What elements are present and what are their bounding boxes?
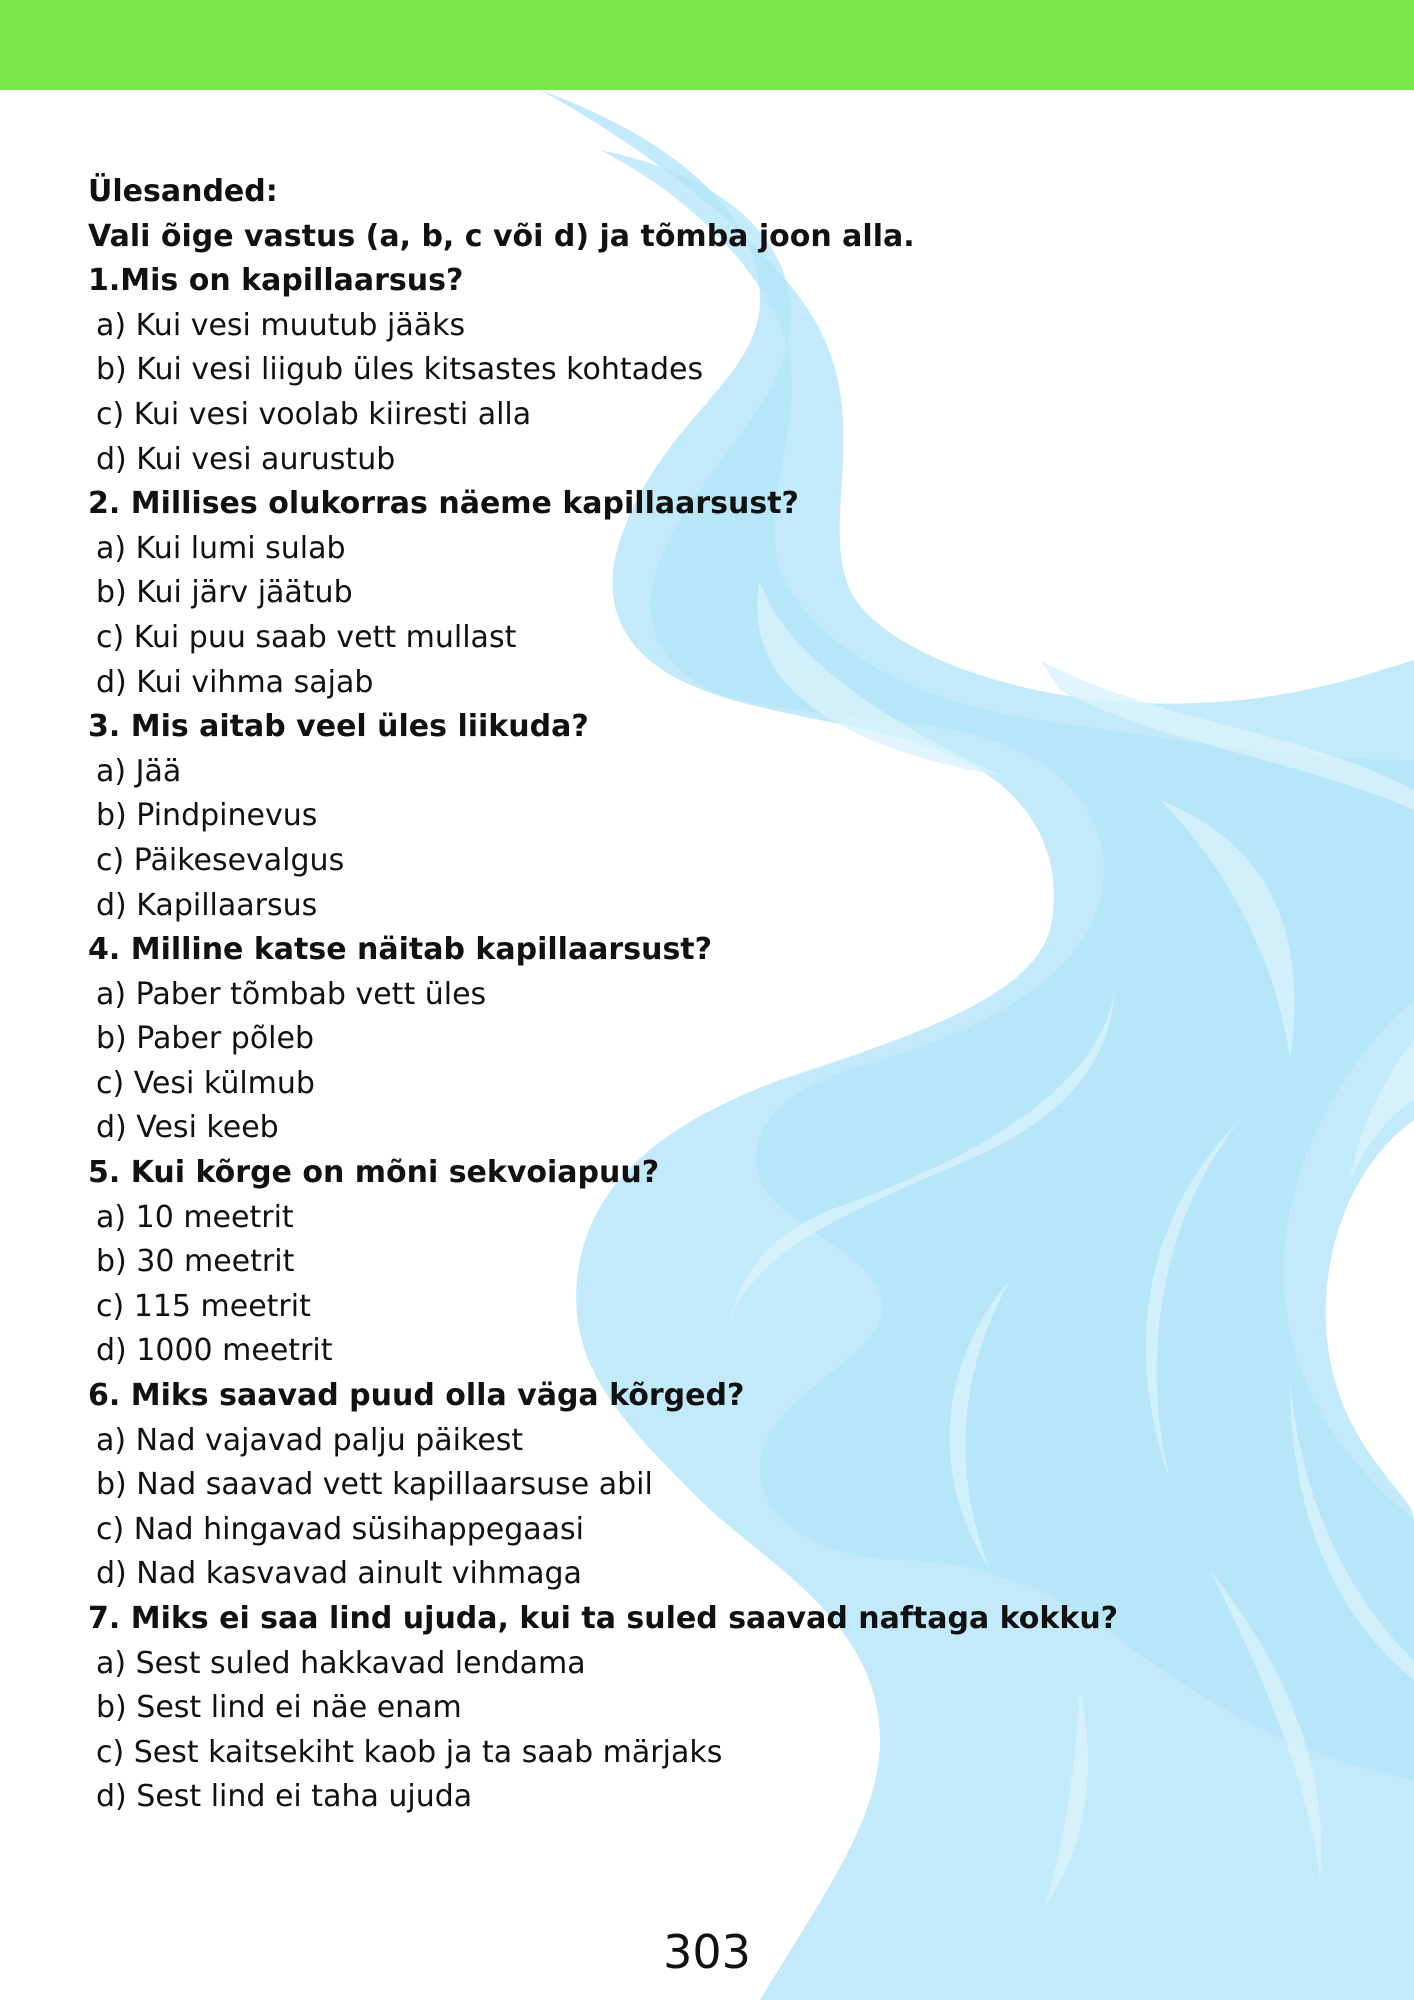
answer-option-3b: b) Pindpinevus — [96, 798, 318, 834]
answer-option-5b: b) 30 meetrit — [96, 1244, 295, 1280]
question-1: 1.Mis on kapillaarsus? — [88, 263, 464, 299]
answer-option-1c: c) Kui vesi voolab kiiresti alla — [96, 396, 532, 432]
question-4: 4. Milline katse näitab kapillaarsust? — [88, 932, 713, 968]
answer-option-5a: a) 10 meetrit — [96, 1199, 294, 1235]
section-title: Ülesanded: — [88, 174, 278, 209]
answer-option-1d: d) Kui vesi aurustub — [96, 441, 396, 477]
answer-option-1a: a) Kui vesi muutub jääks — [96, 307, 466, 343]
answer-option-6b: b) Nad saavad vett kapillaarsuse abil — [96, 1467, 653, 1503]
answer-option-3c: c) Päikesevalgus — [96, 842, 345, 878]
question-2: 2. Millises olukorras näeme kapillaarsust? — [88, 486, 799, 522]
answer-option-2d: d) Kui vihma sajab — [96, 664, 374, 700]
answer-option-5c: c) 115 meetrit — [96, 1288, 311, 1324]
question-7: 7. Miks ei saa lind ujuda, kui ta suled saavad naftaga kokku? — [88, 1601, 1119, 1636]
answer-option-6a: a) Nad vajavad palju päikest — [96, 1422, 524, 1458]
answer-option-4c: c) Vesi külmub — [96, 1065, 315, 1101]
answer-option-4b: b) Paber põleb — [96, 1021, 315, 1057]
answer-option-7b: b) Sest lind ei näe enam — [96, 1690, 462, 1726]
answer-option-4d: d) Vesi keeb — [96, 1110, 279, 1146]
answer-option-4a: a) Paber tõmbab vett üles — [96, 976, 487, 1012]
page-number: 303 — [663, 1925, 751, 1979]
answer-option-6d: d) Nad kasvavad ainult vihmaga — [96, 1556, 582, 1592]
answer-option-7c: c) Sest kaitsekiht kaob ja ta saab märjaks — [96, 1734, 723, 1770]
answer-option-2b: b) Kui järv jäätub — [96, 575, 353, 611]
question-5: 5. Kui kõrge on mõni sekvoiapuu? — [88, 1155, 660, 1191]
answer-option-7a: a) Sest suled hakkavad lendama — [96, 1645, 586, 1681]
worksheet-content — [88, 170, 1288, 1820]
answer-option-1b: b) Kui vesi liigub üles kitsastes kohtades — [96, 352, 704, 388]
answer-option-5d: d) 1000 meetrit — [96, 1333, 333, 1369]
instruction-text: Vali õige vastus (a, b, c või d) ja tõmba joon alla. — [88, 218, 915, 254]
question-3: 3. Mis aitab veel üles liikuda? — [88, 709, 589, 745]
answer-option-3a: a) Jää — [96, 753, 182, 789]
answer-option-2a: a) Kui lumi sulab — [96, 530, 346, 566]
answer-option-3d: d) Kapillaarsus — [96, 887, 318, 923]
answer-option-2c: c) Kui puu saab vett mullast — [96, 619, 517, 655]
answer-option-7d: d) Sest lind ei taha ujuda — [96, 1779, 473, 1815]
answer-option-6c: c) Nad hingavad süsihappegaasi — [96, 1511, 584, 1547]
question-6: 6. Miks saavad puud olla väga kõrged? — [88, 1378, 745, 1414]
